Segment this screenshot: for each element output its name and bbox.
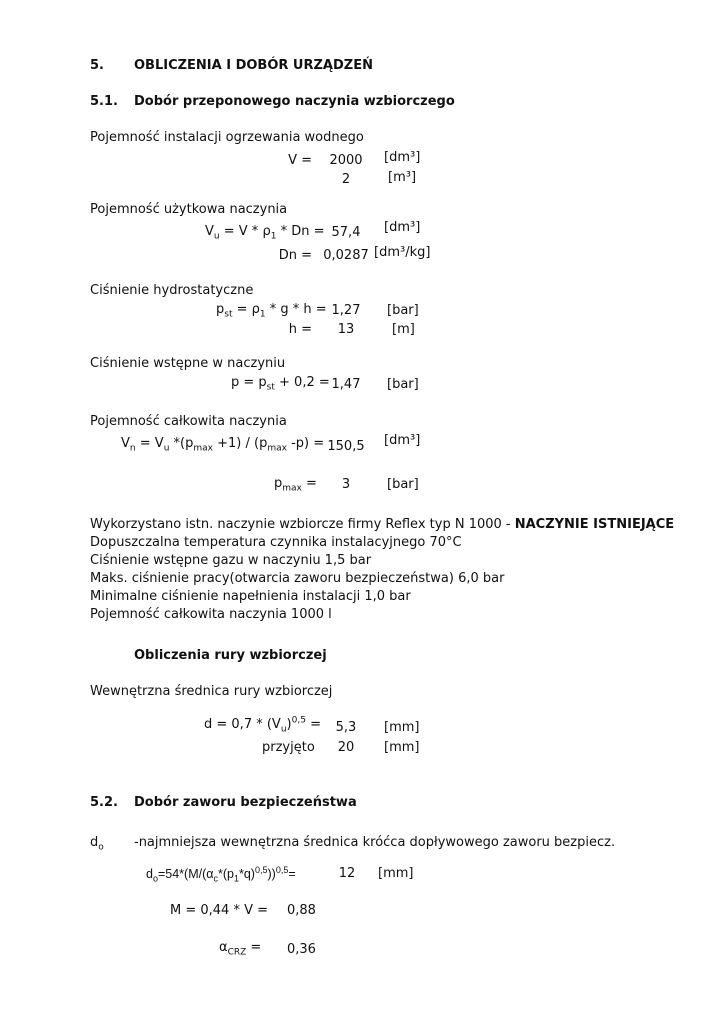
v-label: V = [288, 153, 312, 168]
note-max-pressure: Maks. ciśnienie pracy(otwarcia zaworu bezpieczeństwa) 6,0 bar [90, 571, 505, 586]
h-value: 13 [337, 322, 355, 337]
alpha-value: 0,36 [287, 942, 316, 957]
v-value-dm3: 2000 [329, 153, 363, 168]
pst-unit: [bar] [387, 303, 419, 318]
pmax-label: $p_{max}$ = [274, 476, 317, 494]
adopted-unit: [mm] [384, 740, 420, 755]
note-total-capacity: Pojemność całkowita naczynia 1000 l [90, 607, 332, 622]
v-value-m3: 2 [341, 172, 351, 187]
m-value: 0,88 [287, 903, 316, 918]
do-description: -najmniejsza wewnętrzna średnica króćca dopływowego zaworu bezpiecz. [134, 835, 616, 850]
dn-value: 0,0287 [323, 248, 369, 263]
note-vessel-text: Wykorzystano istn. naczynie wzbiorcze firmy Reflex typ N 1000 - [90, 517, 515, 532]
vu-formula: $V_u = V * \rho_1 * Dn$ = [205, 224, 325, 242]
note-temperature: Dopuszczalna temperatura czynnika instalacyjnego 70°C [90, 535, 462, 550]
v-unit-m3: [m³] [388, 170, 417, 185]
adopted-label: przyjęto [262, 740, 315, 755]
p-formula: $p = p_{st} + 0,2$ = [231, 375, 330, 393]
note-vessel-existing: NACZYNIE ISTNIEJĄCE [514, 517, 675, 532]
section-5-number: 5. [90, 58, 104, 73]
d-unit: [mm] [384, 720, 420, 735]
pst-value: 1,27 [331, 303, 361, 318]
total-heading: Pojemność całkowita naczynia [90, 414, 287, 429]
do-value: 12 [338, 866, 356, 881]
d-formula: $d = 0,7 * (V_u)^{0,5}$ = [204, 715, 321, 735]
section-5-2-title: Dobór zaworu bezpieczeństwa [134, 795, 357, 810]
do-symbol: $d_o$ [90, 835, 104, 853]
dn-unit: [dm³/kg] [374, 245, 431, 260]
p-unit: [bar] [387, 377, 419, 392]
p-value: 1,47 [331, 377, 361, 392]
pmax-unit: [bar] [387, 477, 419, 492]
adopted-value: 20 [337, 740, 355, 755]
vn-value: 150,5 [327, 439, 365, 454]
vn-formula: $V_n = V_u$ $*(p_{max} +1) / (p_{max}$ -p) = [121, 436, 325, 454]
do-formula: $d_o=54*(M/(\alpha_c*(p_1*q)^{0,5}))^{0,5}=$ [146, 864, 296, 884]
m-formula: M = 0,44 * V = [170, 903, 269, 918]
vu-value: 57,4 [331, 225, 361, 240]
section-5-1-title: Dobór przeponowego naczynia wzbiorczego [134, 94, 455, 109]
do-unit: [mm] [378, 866, 414, 881]
dn-label: Dn = [278, 248, 312, 263]
note-gas-pressure: Ciśnienie wstępne gazu w naczyniu 1,5 bar [90, 553, 372, 568]
pipe-heading: Wewnętrzna średnica rury wzbiorczej [90, 684, 333, 699]
section-5-title: OBLICZENIA I DOBÓR URZĄDZEŃ [134, 58, 373, 73]
pipe-title: Obliczenia rury wzbiorczej [134, 648, 327, 663]
v-unit-dm3: [dm³] [384, 150, 421, 165]
h-unit: [m] [392, 322, 415, 337]
note-min-pressure: Minimalne ciśnienie napełnienia instalacji 1,0 bar [90, 589, 411, 604]
vn-unit: [dm³] [384, 433, 421, 448]
note-vessel [90, 517, 674, 533]
d-value: 5,3 [335, 720, 357, 735]
hydro-heading: Ciśnienie hydrostatyczne [90, 283, 254, 298]
section-5-2-number: 5.2. [90, 795, 118, 810]
pmax-value: 3 [341, 477, 351, 492]
usable-heading: Pojemność użytkowa naczynia [90, 202, 288, 217]
vu-unit: [dm³] [384, 220, 421, 235]
capacity-heading: Pojemność instalacji ogrzewania wodnego [90, 130, 364, 145]
alpha-label: $\alpha_{CRZ}$ = [219, 940, 262, 958]
initial-heading: Ciśnienie wstępne w naczyniu [90, 356, 286, 371]
section-5-1-number: 5.1. [90, 94, 118, 109]
pst-formula: $p_{st} = \rho_1 * g * h$ = [216, 302, 327, 320]
h-label: h = [288, 322, 312, 337]
